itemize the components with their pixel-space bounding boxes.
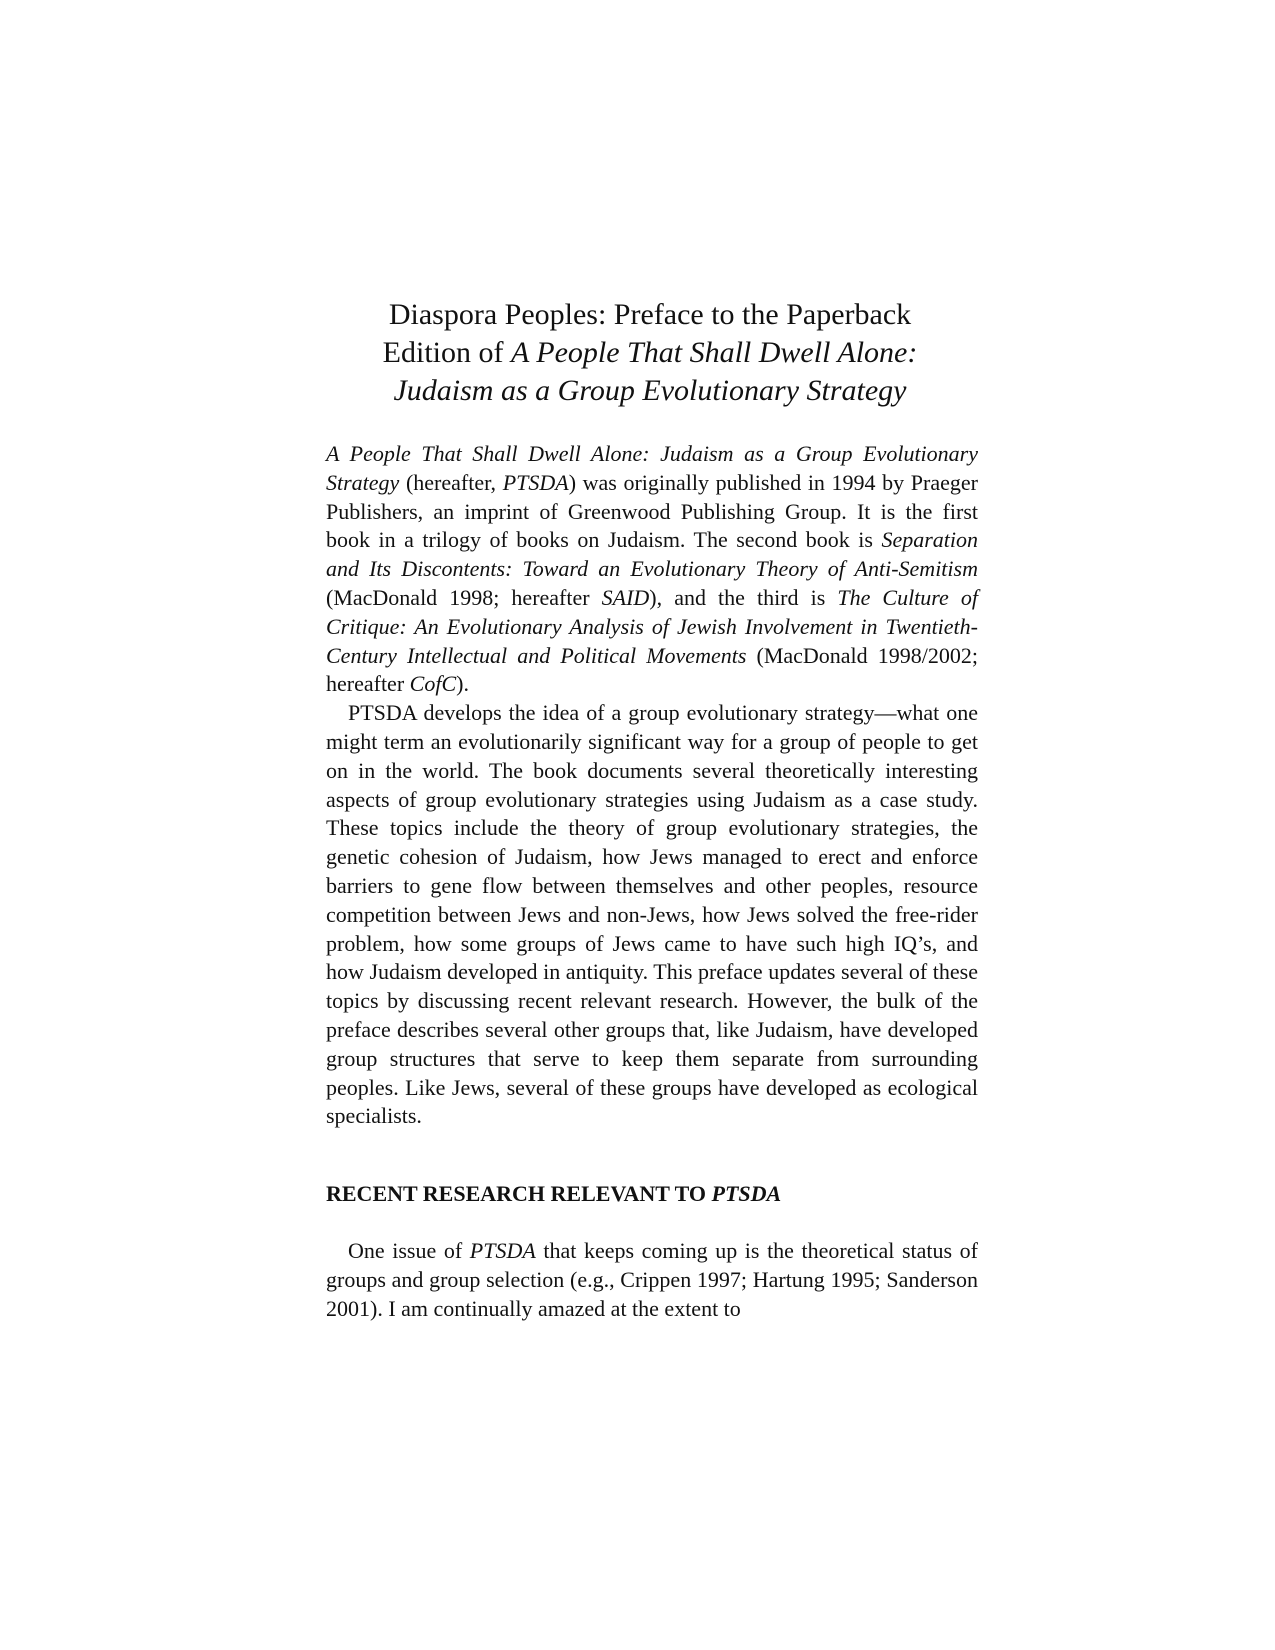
para1-text-c: (MacDonald 1998; hereafter xyxy=(326,584,602,610)
chapter-title-line-3 xyxy=(325,372,975,410)
chapter-title xyxy=(325,296,975,410)
book-title-ptsda: A People That Shall Dwell Alone: Judaism as a Group Evolutionary Strategy xyxy=(326,441,978,495)
chapter-title-line-2 xyxy=(325,334,975,372)
paragraph-1 xyxy=(326,440,978,699)
section-heading-italic: PTSDA xyxy=(711,1181,782,1207)
para3-text-b: that keeps coming up is the theoretical status of groups and group selection (e.g., Crippen 1997; Hartung 1995; Sanderson 2001). I am continually amazed at the extent to xyxy=(326,1237,978,1321)
para3-text-a: One issue of xyxy=(348,1237,470,1263)
para1-text-f: ). xyxy=(456,671,469,697)
paragraph-3 xyxy=(326,1237,978,1323)
chapter-title-line-1: Diaspora Peoples: Preface to the Paperback xyxy=(388,298,912,331)
section-heading-text: RECENT RESEARCH RELEVANT TO xyxy=(326,1181,712,1207)
chapter-title-book-subtitle: Judaism as a Group Evolutionary Strategy xyxy=(393,374,907,407)
heading-spacer xyxy=(326,1209,978,1237)
abbr-cofc: CofC xyxy=(409,671,457,697)
book-title-said: Separation and Its Discontents: Toward an Evolutionary Theory of Anti-Semitism xyxy=(326,527,978,582)
abbr-ptsda: PTSDA xyxy=(502,469,569,495)
para1-text-e: (MacDonald 1998/2002; hereafter xyxy=(326,642,978,697)
chapter-title-line-2-prefix: Edition of xyxy=(382,336,511,369)
body-text xyxy=(326,440,978,1323)
para3-abbr-ptsda: PTSDA xyxy=(469,1237,536,1263)
chapter-title-book-name: A People That Shall Dwell Alone: xyxy=(510,336,918,369)
book-title-cofc: The Culture of Critique: An Evolutionary Analysis of Jewish Involvement in Twentieth-Century Intellectual and Political Movements xyxy=(326,584,978,668)
section-heading xyxy=(326,1180,978,1209)
para1-text-d: ), and the third is xyxy=(649,584,838,610)
paragraph-2: PTSDA develops the idea of a group evolutionary strategy—what one might term an evolutionarily significant way for a group of people to get on in the world. The book documents several theoretically interesting aspects of group evolutionary strategies using Judaism as a case study. These topics include the theory of group evolutionary strategies, the genetic cohesion of Judaism, how Jews managed to erect and enforce barriers to gene flow between themselves and other peoples, resource competition between Jews and non-Jews, how Jews solved the free-rider problem, how some groups of Jews came to have such high IQ’s, and how Judaism developed in antiquity. This preface updates several of these topics by discussing recent relevant research. However, the bulk of the preface describes several other groups that, like Judaism, have developed group structures that serve to keep them separate from surrounding peoples. Like Jews, several of these groups have developed as ecological specialists. xyxy=(326,700,978,1129)
para1-text-a: (hereafter, xyxy=(399,469,503,495)
para1-text-b: ) was originally published in 1994 by Praeger Publishers, an imprint of Greenwood Publishing Group. It is the first book in a trilogy of books on Judaism. The second book is xyxy=(326,469,978,553)
abbr-said: SAID xyxy=(601,584,650,610)
